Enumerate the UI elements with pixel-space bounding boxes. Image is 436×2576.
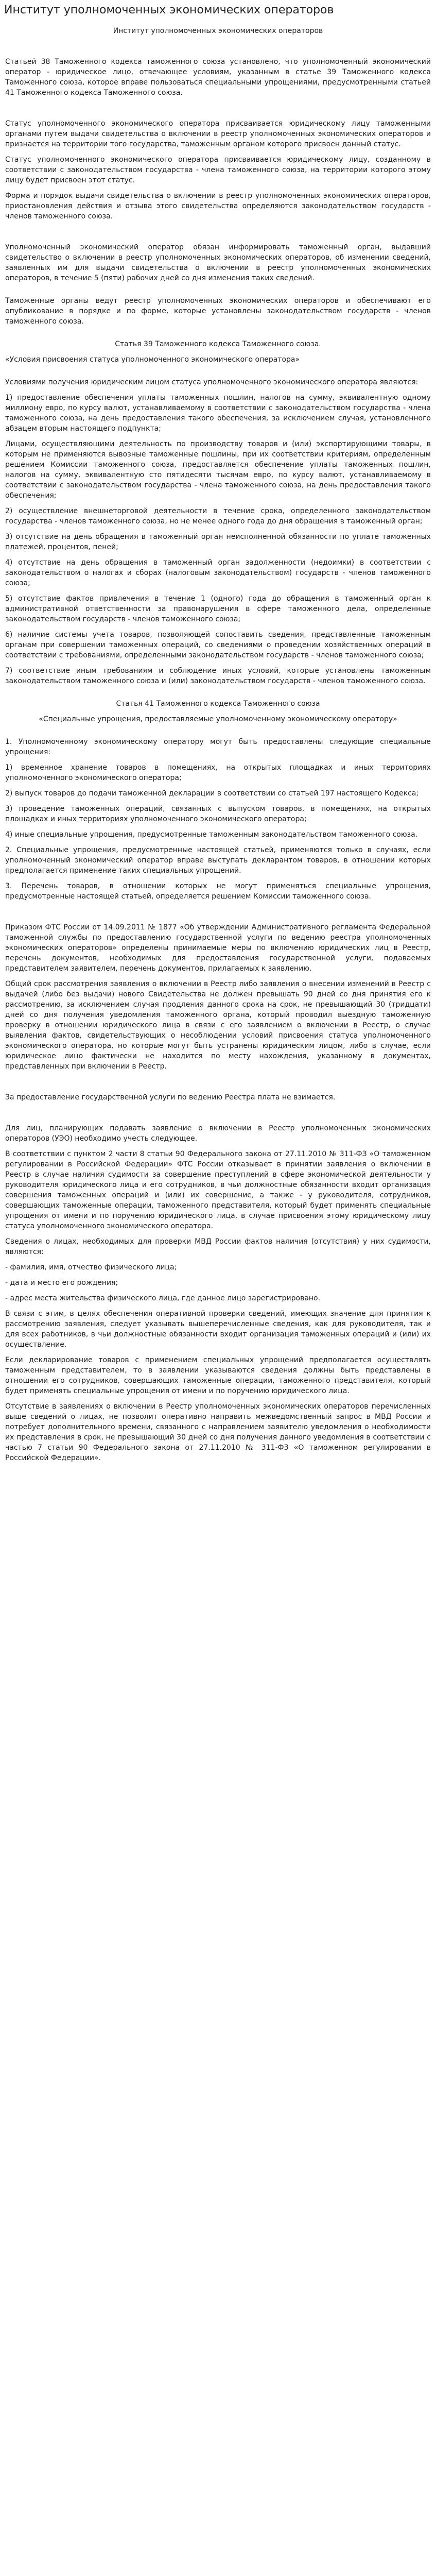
order-paragraph-6: Сведения о лицах, необходимых для проверки МВД России фактов наличия (отсутствия) у них судимости, являются: — [5, 1238, 431, 1256]
document-body — [0, 26, 436, 1463]
article-39-lead: Условиями получения юридическим лицом статуса уполномоченного экономического оператора являются: — [5, 378, 418, 386]
order-paragraph-4: Для лиц, планирующих подавать заявление о включении в Реестр уполномоченных экономических операторов (УЭО) необходимо учесть следующее. — [5, 1124, 431, 1143]
person-detail-name: - фамилия, имя, отчество физического лица; — [5, 1263, 177, 1272]
condition-1: 1) предоставление обеспечения уплаты таможенных пошлин, налогов на сумму, эквивалентную одному миллиону евро, по курсу валют, устанавливаемому в соответствии с законодательством государства - члена таможенного союза, на день предоставления такого обеспечения, за исключением случая, установленного абзацем вторым настоящего подпункта; — [5, 394, 431, 433]
article-41-paragraph-3: 3. Перечень товаров, в отношении которых не могут применяться специальные упрощения, предусмотренные настоящей статьей, определяется решением Комиссии таможенного союза. — [5, 882, 431, 901]
condition-1-extra: Лицами, осуществляющими деятельность по производству товаров и (или) экспортирующими товары, в которым не применяются вывозные таможенные пошлины, при их соответствии критериям, определенным решением Комиссии таможенного союза, предоставляется обеспечение уплаты таможенных пошлин, налогов на сумму, эквивалентную сто пятидесяти тысячам евро, по курсу валют, устанавливаемому в соответствии с законодательством государства - члена таможенного союза, на день предоставления такого обеспечения; — [5, 440, 431, 500]
intro-paragraph-4: Форма и порядок выдачи свидетельства о включении в реестр уполномоченных экономических операторов, приостановления действия и отзыва этого свидетельства определяются законодательством государств - членов таможенного союза. — [5, 192, 431, 221]
simplification-1: 1) временное хранение товаров в помещениях, на открытых площадках и иных территориях уполномоченного экономического оператора; — [5, 764, 431, 782]
condition-4: 4) отсутствие на день обращения в таможенный орган задолженности (недоимки) в соответствии с законодательством о налогах и сборах (налоговым законодательством) государств - членов таможенного союза; — [5, 558, 431, 587]
article-39-subheading: «Условия присвоения статуса уполномоченного экономического оператора» — [5, 355, 300, 364]
order-paragraph-3: За предоставление государственной услуги по ведению Реестра плата не взимается. — [5, 1093, 336, 1101]
simplification-4: 4) иные специальные упрощения, предусмотренные таможенным законодательством таможенного союза. — [5, 831, 418, 839]
article-39-heading: Статья 39 Таможенного кодекса Таможенного союза. — [115, 340, 321, 348]
article-41-simplifications — [5, 762, 431, 902]
order-paragraph-7: В связи с этим, в целях обеспечения оперативной проверки сведений, имеющих значение для принятия к рассмотрению заявления, следует указывать вышеперечисленные сведения, как для руководителя, так и для всех работников, в чьи должностные обязанности входит организация таможенных операций и (или) их осуществление. — [5, 1310, 431, 1349]
intro-paragraph-5: Уполномоченный экономический оператор обязан информировать таможенный орган, выдавший свидетельство о включении в реестр уполномоченных экономических операторов, об изменении сведений, заявленных им для выдачи свидетельства о включении в реестр уполномоченных экономических операторов, в течение 5 (пяти) рабочих дней со дня изменения таких сведений. — [5, 243, 431, 282]
intro-paragraph-1: Статьей 38 Таможенного кодекса таможенного союза установлено, что уполномоченный экономический оператор - юридическое лицо, отвечающее условиям, указанным в статье 39 Таможенного кодекса Таможенного союза, которое вправе пользоваться специальными упрощениями, предусмотренными статьей 41 Таможенного кодекса Таможенного союза. — [5, 58, 431, 97]
person-detail-birth: - дата и место его рождения; — [5, 1279, 118, 1287]
simplification-3: 3) проведение таможенных операций, связанных с выпуском товаров, в помещениях, на открытых площадках и иных территориях уполномоченного экономического оператора; — [5, 805, 431, 823]
condition-5: 5) отсутствие фактов привлечения в течение 1 (одного) года до обращения в таможенный орган к административной ответственности за правонарушения в сфере таможенного дела, определенные законодательством государств - членов таможенного союза; — [5, 595, 431, 623]
article-41-lead: 1. Уполномоченному экономическому оператору могут быть предоставлены следующие специальные упрощения: — [5, 738, 431, 756]
condition-3: 3) отсутствие на день обращения в таможенный орган неисполненной обязанности по уплате таможенных платежей, процентов, пеней; — [5, 533, 431, 551]
condition-2: 2) осуществление внешнеторговой деятельности в течение срока, определенного законодательством государства - членов таможенного союза, но не менее одного года до дня обращения в таможенный орган; — [5, 507, 431, 526]
order-paragraph-8: Если декларирование товаров с применением специальных упрощений предполагается осуществлять таможенным представителем, то в заявлении указываются сведения должны быть представлены в отношении его сотрудников, совершающих таможенные операции, таможенного представителя, который будет применять специальные упрощения от имени и по поручению юридического лица. — [5, 1356, 431, 1395]
order-paragraph-9: Отсутствие в заявлениях о включении в Реестр уполномоченных экономических операторов перечисленных выше сведений о лицах, не позволит оперативно направить межведомственный запрос в МВД России и потребует дополнительного времени, связанного с направлением заявителю уведомления о необходимости их представления в срок, не превышающий 30 дней со дня получения данного уведомления в соответствии с частью 7 статьи 90 Федерального закона от 27.11.2010 № 311-ФЗ «О таможенном регулировании в Российской Федерации». — [5, 1402, 431, 1462]
order-paragraph-5: В соответствии с пунктом 2 части 8 статьи 90 Федерального закона от 27.11.2010 № 311-ФЗ «О таможенном регулировании в Российской Федерации» ФТС России отказывает в принятии заявления о включении в Реестр в случае наличия судимости за совершение преступлений в сфере экономической деятельности у руководителя юридического лица и его сотрудников, в чьи должностные обязанности входит организация совершения таможенных операций и (или) их совершение, а также - у руководителя, сотрудников, совершающих таможенные операции, таможенного представителя, который будет применять специальные упрощения от имени и по поручению юридического лица, в случае присвоения этому юридическому лицу статуса уполномоченного экономического оператора. — [5, 1150, 431, 1230]
article-41-heading: Статья 41 Таможенного кодекса Таможенного союза — [116, 700, 320, 708]
order-paragraph-1: Приказом ФТС России от 14.09.2011 № 1877 «Об утверждении Административного регламента Федеральной таможенной службы по предоставлению государственной услуги по ведению реестра уполномоченных экономических операторов» определены принимаемые меры по включению юридических лиц в Реестр, перечень документов, необходимых для предоставления государственной услуги, подаваемых представителем заявителем, перечень документов, прилагаемых к заявлению. — [5, 923, 431, 973]
condition-6: 6) наличие системы учета товаров, позволяющей сопоставить сведения, представленные таможенным органам при совершении таможенных операций, со сведениями о проведении хозяйственных операций в соответствии с требованиями, определенными законодательством государств - членов таможенного союза; — [5, 631, 431, 659]
intro-paragraph-3: Статус уполномоченного экономического оператора присваивается юридическому лицу, созданному в соответствии с законодательством государства - члена таможенного союза, на территории которого этому лицу будет присвоен этот статус. — [5, 156, 431, 184]
person-detail-address: - адрес места жительства физического лица, где данное лицо зарегистрировано. — [5, 1294, 321, 1302]
intro-paragraph-6: Таможенные органы ведут реестр уполномоченных экономических операторов и обеспечивают его опубликование в порядке и по форме, которые установлены законодательством государств - членов таможенного союза. — [5, 297, 431, 326]
article-39-conditions — [5, 393, 431, 686]
simplification-2: 2) выпуск товаров до подачи таможенной декларации в соответствии со статьей 197 настоящего Кодекса; — [5, 789, 419, 798]
intro-heading: Институт уполномоченных экономических операторов — [113, 27, 323, 35]
person-details-list — [5, 1236, 431, 1463]
page-title: Институт уполномоченных экономических операторов — [4, 4, 334, 16]
intro-paragraph-2: Статус уполномоченного экономического оператора присваивается юридическому лицу таможенными органами путем выдачи свидетельства о включении в реестр уполномоченных экономических операторов и признается на территории того государства, таможенным органом которого присвоен данный статус. — [5, 120, 431, 148]
condition-7: 7) соответствие иным требованиям и соблюдение иных условий, которые установлены таможенным законодательством таможенного союза и (или) законодательством государств - членов таможенного союза. — [5, 667, 431, 685]
order-paragraph-2: Общий срок рассмотрения заявления о включении в Реестр либо заявления о внесении изменений в Реестр с выдачей (либо без выдачи) нового Свидетельства не должен превышать 90 дней со дня принятия его к рассмотрению, за исключением случая продления данного срока на срок, не превышающий 30 (тридцати) дней со дня получения уведомления таможенного органа, который проводил выездную таможенную проверку в отношении юридического лица в связи с его заявлением о включении в Реестр, о случае выявления фактов, свидетельствующих о несоблюдении условий присвоения статуса уполномоченного экономического оператора, но которые могут быть устранены юридическим лицом, либо в случае, если юридическое лицо фактически не находится по месту нахождения, указанному в документах, представленных при включении в Реестр. — [5, 980, 431, 1071]
article-41-paragraph-2: 2. Специальные упрощения, предусмотренные настоящей статьей, применяются только в случаях, если уполномоченный экономический оператор вправе выступать декларантом товаров, в отношении которых предполагается применение таких специальных упрощений. — [5, 846, 431, 875]
article-41-subheading: «Специальные упрощения, предоставляемые уполномоченному экономическому оператору» — [39, 715, 397, 723]
